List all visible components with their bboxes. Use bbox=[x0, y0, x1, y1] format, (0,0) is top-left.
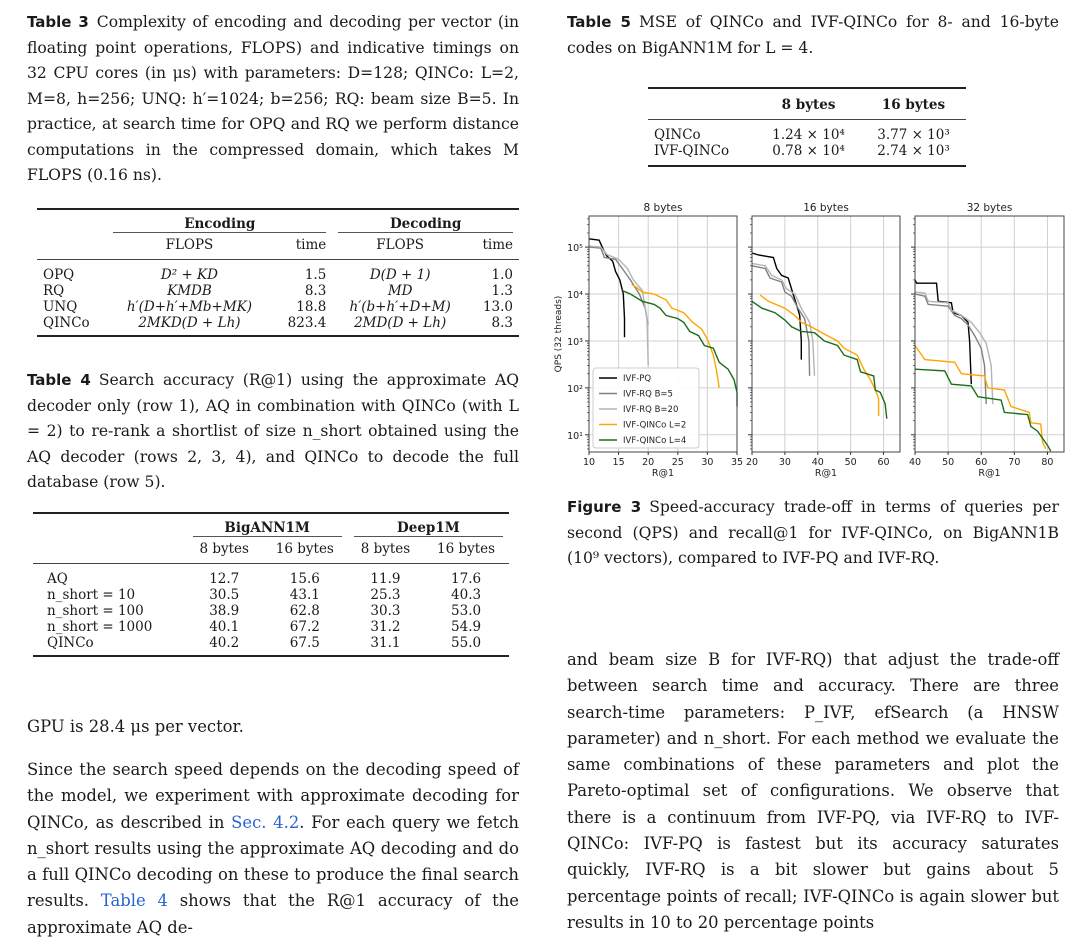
x-tick-label: 60 bbox=[975, 457, 988, 468]
panel-2 bbox=[909, 202, 1064, 479]
t3-cell-dec-time: 13.0 bbox=[482, 299, 513, 315]
table4-label: Table 4 bbox=[27, 371, 91, 389]
t5-cell-value: 1.24 × 10⁴ bbox=[772, 127, 845, 143]
table4 bbox=[33, 512, 509, 657]
t3-cell-dec-time: 1.3 bbox=[491, 283, 513, 299]
x-tick-label: 70 bbox=[1008, 457, 1021, 468]
x-tick-label: 20 bbox=[642, 457, 655, 468]
t3-cell-dec-flops: D(D + 1) bbox=[369, 267, 431, 283]
table3-caption bbox=[27, 10, 519, 189]
t3-cell-enc-time: 18.8 bbox=[296, 299, 327, 315]
y-axis-label: QPS (32 threads) bbox=[554, 295, 564, 373]
para-text: Since the search speed depends on the decoding speed of the model, we experiment with approximate decoding for QINCo, as described in bbox=[27, 760, 519, 832]
link-sec-4-2[interactable]: Sec. 4.2 bbox=[231, 812, 300, 832]
legend bbox=[593, 368, 699, 448]
x-tick-label: 50 bbox=[844, 457, 857, 468]
t4-row bbox=[33, 619, 509, 635]
legend-entry: IVF-QINCo L=4 bbox=[623, 436, 687, 446]
x-tick-label: 40 bbox=[811, 457, 824, 468]
legend-entry: IVF-RQ B=20 bbox=[623, 405, 679, 415]
t4-cell-value: 43.1 bbox=[289, 587, 320, 603]
series-ivf-qinco-l-2 bbox=[760, 295, 878, 416]
x-tick-label: 30 bbox=[701, 457, 714, 468]
t3-cell-enc-flops: 2MKD(D + Lh) bbox=[138, 315, 241, 331]
t4-cell-value: 17.6 bbox=[451, 571, 482, 587]
t4-cell-value: 55.0 bbox=[451, 635, 482, 651]
t3-row bbox=[37, 299, 519, 315]
x-tick-label: 50 bbox=[942, 457, 955, 468]
y-tick-label: 10² bbox=[567, 383, 583, 395]
t3-cell-dec-time: 1.0 bbox=[491, 267, 513, 283]
t4-cell-value: 54.9 bbox=[451, 619, 482, 635]
t4-header: 16 bytes bbox=[437, 541, 496, 557]
t4-cell-value: 67.5 bbox=[289, 635, 320, 651]
table4-caption-text: Search accuracy (R@1) using the approximate AQ decoder only (row 1), AQ in combination with QINCo (with L = 2) to re-rank a shortlist of size n_short obtained using the AQ decoder (rows 2, 3, 4), and QINCo to decode the full database (row 5). bbox=[27, 371, 519, 491]
paragraph-approx-decoding bbox=[27, 757, 519, 941]
t3-cell-method: QINCo bbox=[43, 315, 90, 331]
t4-cell-value: 15.6 bbox=[289, 571, 320, 587]
t5-row bbox=[648, 120, 966, 144]
t4-cell-value: 30.5 bbox=[209, 587, 240, 603]
t4-cell-method: AQ bbox=[47, 571, 68, 587]
t4-cell-value: 38.9 bbox=[209, 603, 240, 619]
y-tick-label: 10¹ bbox=[567, 430, 583, 442]
t4-cell-method: n_short = 10 bbox=[47, 587, 136, 603]
table4-caption bbox=[27, 368, 519, 496]
t4-cell-value: 12.7 bbox=[209, 571, 240, 587]
t4-cell-value: 40.1 bbox=[209, 619, 240, 635]
y-tick-label: 10⁴ bbox=[567, 290, 583, 302]
t4-cell-method: QINCo bbox=[47, 635, 94, 651]
legend-entry: IVF-PQ bbox=[623, 374, 652, 384]
t5-cell-value: 2.74 × 10³ bbox=[877, 143, 950, 159]
t4-cell-method: n_short = 1000 bbox=[47, 619, 153, 635]
x-tick-label: 25 bbox=[671, 457, 684, 468]
table5 bbox=[648, 87, 966, 167]
paragraph-ivf-results: and beam size B for IVF-RQ) that adjust the trade-off between search time and accuracy. There are three search-time parameters: P_IVF, efSearch (a HNSW parameter) and n_short. For each method we evaluate the same combinations of these parameters and plot the Pareto-optimal set of configurations. We observe that there is a continuum from IVF-PQ, via IVF-RQ to IVF-QINCo: IVF-PQ is fastest but its accuracy saturates quickly, IVF-RQ is a bit slower but gains about 5 percentage points of recall; IVF-QINCo is again slower but results in 10 to 20 percentage points bbox=[567, 650, 1059, 932]
t3-cell-enc-flops: h′(D+h′+Mb+MK) bbox=[126, 299, 253, 315]
t3-cell-dec-time: 8.3 bbox=[491, 315, 513, 331]
figure3-label: Figure 3 bbox=[567, 498, 642, 516]
t3-row bbox=[37, 260, 519, 284]
t3-header: time bbox=[295, 237, 327, 253]
t3-cell-method: UNQ bbox=[43, 299, 78, 315]
t3-cell-enc-time: 8.3 bbox=[304, 283, 327, 299]
t3-header: FLOPS bbox=[376, 237, 425, 253]
t5-cell-method: IVF-QINCo bbox=[654, 143, 730, 159]
t3-group-encoding: Encoding bbox=[107, 209, 332, 237]
x-tick-label: 30 bbox=[778, 457, 791, 468]
table5-caption bbox=[567, 10, 1059, 61]
table3-caption-text: Complexity of encoding and decoding per vector (in floating point operations, FLOPS) and indicative timings on 32 CPU cores (in μs) with parameters: D=128; QINCo: L=2, M=8, h=256; UNQ: h′=1024; b=256; RQ: beam size B=5. In practice, at search time for OPQ and RQ we perform distance computations in the compressed domain, which takes M FLOPS (0.16 ns). bbox=[27, 13, 519, 184]
x-tick-label: 60 bbox=[877, 457, 890, 468]
x-tick-label: 10 bbox=[582, 457, 596, 468]
x-tick-label: 20 bbox=[745, 457, 759, 468]
t4-cell-value: 11.9 bbox=[370, 571, 401, 587]
paragraph-gpu: GPU is 28.4 μs per vector. bbox=[27, 717, 244, 736]
para-text: . For each query we fetch n_short results using the approximate AQ decoding and do a full QINCo decoding on these to produce the final search results. bbox=[27, 812, 519, 911]
plot-frame bbox=[752, 216, 900, 452]
t5-header: 16 bytes bbox=[881, 97, 946, 113]
t3-row bbox=[37, 283, 519, 299]
t3-header: time bbox=[482, 237, 513, 253]
t3-cell-method: RQ bbox=[43, 283, 65, 299]
t5-cell-method: QINCo bbox=[654, 127, 701, 143]
t4-header: 8 bytes bbox=[360, 541, 411, 557]
t4-cell-value: 40.2 bbox=[209, 635, 240, 651]
t3-cell-dec-flops: MD bbox=[387, 283, 413, 299]
t4-group-deep1m: Deep1M bbox=[348, 513, 509, 541]
t4-row bbox=[33, 635, 509, 656]
x-axis-label: R@1 bbox=[814, 468, 838, 479]
t3-cell-enc-time: 1.5 bbox=[304, 267, 327, 283]
t3-row bbox=[37, 315, 519, 336]
t4-cell-value: 25.3 bbox=[370, 587, 401, 603]
t5-header: 8 bytes bbox=[781, 97, 836, 113]
x-axis-label: R@1 bbox=[978, 468, 1001, 479]
panel-title: 8 bytes bbox=[643, 202, 683, 214]
t3-header: FLOPS bbox=[165, 237, 214, 253]
legend-entry: IVF-QINCo L=2 bbox=[623, 420, 687, 431]
t4-cell-value: 53.0 bbox=[451, 603, 482, 619]
para-text: shows that the R@1 accuracy of the approximate AQ de- bbox=[27, 891, 519, 937]
t4-group-biganntm: BigANN1M bbox=[187, 513, 348, 541]
figure3-chart bbox=[540, 190, 1080, 480]
link-table-4[interactable]: Table 4 bbox=[100, 891, 168, 911]
figure3-caption bbox=[567, 495, 1059, 572]
t5-cell-value: 0.78 × 10⁴ bbox=[772, 143, 845, 159]
x-tick-label: 35 bbox=[730, 457, 744, 468]
t3-cell-enc-flops: KMDB bbox=[167, 283, 212, 299]
t4-row bbox=[33, 587, 509, 603]
plot-frame bbox=[915, 216, 1064, 452]
x-axis-label: R@1 bbox=[651, 468, 675, 479]
t3-cell-enc-time: 823.4 bbox=[287, 315, 327, 331]
t3-cell-dec-flops: 2MD(D + Lh) bbox=[354, 315, 447, 331]
t3-cell-dec-flops: h′(b+h′+D+M) bbox=[349, 299, 451, 315]
t4-row bbox=[33, 564, 509, 588]
table5-label: Table 5 bbox=[567, 13, 631, 31]
series-ivf-qinco-l-4 bbox=[752, 301, 887, 418]
t5-row bbox=[648, 143, 966, 166]
figure3-caption-text: Speed-accuracy trade-off in terms of queries per second (QPS) and recall@1 for IVF-QINCo, on BigANN1B (10⁹ vectors), compared to IVF-PQ and IVF-RQ. bbox=[567, 498, 1059, 567]
t3-cell-method: OPQ bbox=[43, 267, 75, 283]
x-tick-label: 15 bbox=[612, 457, 625, 468]
t4-cell-value: 40.3 bbox=[451, 587, 482, 603]
table3 bbox=[37, 208, 519, 337]
t4-cell-method: n_short = 100 bbox=[47, 603, 144, 619]
t4-cell-value: 62.8 bbox=[289, 603, 320, 619]
t3-cell-enc-flops: D² + KD bbox=[160, 267, 218, 283]
t4-row bbox=[33, 603, 509, 619]
x-tick-label: 40 bbox=[908, 457, 922, 468]
table3-label: Table 3 bbox=[27, 13, 89, 31]
t5-cell-value: 3.77 × 10³ bbox=[877, 127, 950, 143]
series-ivf-qinco-l-4 bbox=[915, 369, 1051, 451]
panel-title: 16 bytes bbox=[803, 202, 849, 214]
t4-header: 8 bytes bbox=[199, 541, 249, 557]
t4-cell-value: 67.2 bbox=[289, 619, 320, 635]
y-tick-label: 10⁵ bbox=[567, 243, 583, 255]
legend-entry: IVF-RQ B=5 bbox=[623, 389, 673, 400]
t4-cell-value: 31.1 bbox=[370, 635, 401, 651]
table5-caption-text: MSE of QINCo and IVF-QINCo for 8- and 16-byte codes on BigANN1M for L = 4. bbox=[567, 13, 1059, 57]
panel-title: 32 bytes bbox=[966, 202, 1013, 214]
t4-header: 16 bytes bbox=[275, 541, 334, 557]
t3-group-decoding: Decoding bbox=[332, 209, 519, 237]
x-tick-label: 80 bbox=[1041, 457, 1054, 468]
panel-1 bbox=[746, 202, 900, 479]
t4-cell-value: 30.3 bbox=[370, 603, 401, 619]
t4-cell-value: 31.2 bbox=[370, 619, 401, 635]
y-tick-label: 10³ bbox=[567, 336, 583, 348]
